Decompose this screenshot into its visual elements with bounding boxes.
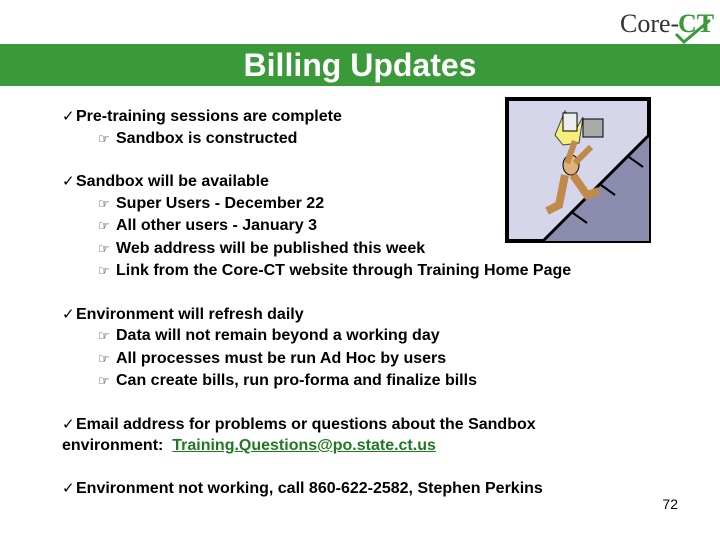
sub-item — [62, 260, 662, 283]
pointing-hand-icon: ☞ — [98, 131, 110, 147]
sub-item — [62, 238, 662, 261]
bullet-list — [62, 106, 662, 520]
pointing-hand-icon: ☞ — [98, 351, 110, 367]
sub-text: Link from the Core-CT website through Training Home Page — [116, 262, 572, 279]
sub-item — [62, 348, 662, 371]
sub-text: All processes must be run Ad Hoc by users — [116, 349, 447, 367]
pointing-hand-icon: ☞ — [98, 219, 110, 234]
svg-text:Core-: Core- — [620, 9, 680, 38]
bullet-text: Sandbox will be available — [76, 173, 269, 190]
sub-item — [62, 128, 662, 151]
check-icon: ✓ — [62, 107, 75, 125]
sub-item — [62, 370, 662, 393]
bullet-item — [62, 304, 662, 326]
bullet-item — [62, 106, 662, 128]
svg-text:CT: CT — [678, 9, 715, 38]
bullet-block — [62, 414, 662, 457]
pointing-hand-icon: ☞ — [98, 241, 110, 257]
check-icon: ✓ — [62, 172, 75, 190]
page-title: Billing Updates — [243, 47, 477, 83]
bullet-block — [62, 478, 662, 500]
bullet-text: environment: — [62, 437, 173, 454]
sub-item — [62, 215, 662, 238]
sub-item — [62, 193, 662, 216]
email-link[interactable]: Training.Questions@po.state.ct.us — [172, 437, 436, 454]
bullet-block — [62, 304, 662, 393]
bullet-text: Environment will refresh daily — [76, 305, 304, 323]
sub-item — [62, 325, 662, 348]
core-ct-logo — [618, 4, 718, 44]
bullet-block — [62, 106, 662, 150]
bullet-item — [62, 414, 662, 436]
sub-text: Sandbox is constructed — [116, 129, 298, 147]
pointing-hand-icon: ☞ — [98, 374, 110, 389]
title-banner — [0, 44, 720, 86]
sub-text: Can create bills, run pro-forma and finalize bills — [116, 372, 477, 389]
check-icon: ✓ — [62, 478, 75, 497]
sub-text: Data will not remain beyond a working day — [116, 327, 440, 344]
bullet-item-continuation — [62, 435, 662, 457]
page-number: 72 — [662, 496, 678, 512]
bullet-text: Environment not working, call 860-622-2582, Stephen Perkins — [76, 479, 543, 497]
bullet-item — [62, 171, 662, 193]
check-icon: ✓ — [62, 304, 75, 323]
pointing-hand-icon: ☞ — [98, 329, 110, 344]
pointing-hand-icon: ☞ — [98, 264, 110, 279]
sub-text: All other users - January 3 — [116, 217, 317, 234]
pointing-hand-icon: ☞ — [98, 196, 110, 212]
sub-text: Super Users - December 22 — [116, 194, 325, 212]
bullet-text: Email address for problems or questions about the Sandbox — [76, 415, 536, 433]
sub-text: Web address will be published this week — [116, 239, 426, 257]
bullet-block — [62, 171, 662, 283]
check-icon: ✓ — [62, 414, 75, 433]
bullet-item — [62, 478, 662, 500]
bullet-text: Pre-training sessions are complete — [76, 108, 342, 125]
